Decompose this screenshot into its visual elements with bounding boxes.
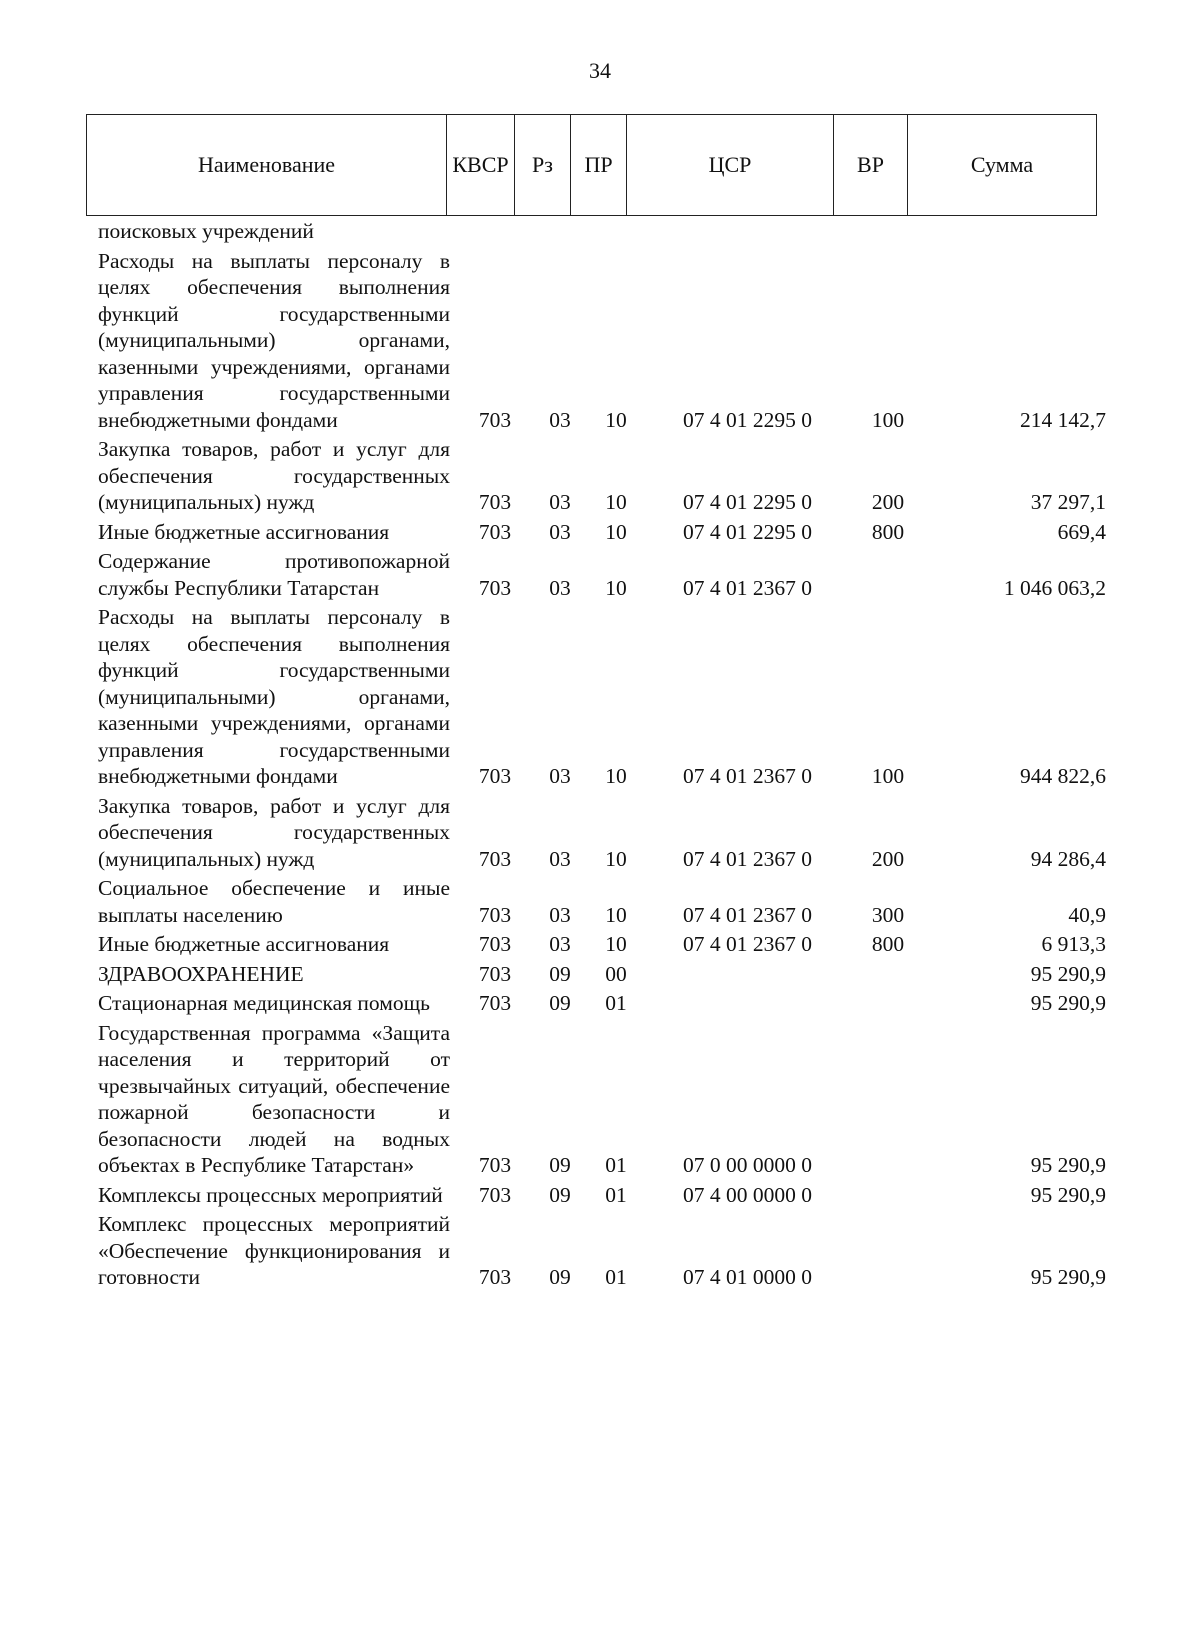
- table-row: [86, 1182, 1126, 1209]
- table-row: [86, 961, 1126, 988]
- row-vr: 200: [871, 490, 905, 514]
- row-csr: 07 4 01 0000 0: [683, 1265, 812, 1289]
- row-csr: 07 4 01 2367 0: [683, 575, 812, 600]
- table-row: [86, 793, 1126, 873]
- row-kvsr: 703: [478, 575, 512, 600]
- row-csr: 07 0 00 0000 0: [683, 1153, 812, 1177]
- row-name: Закупка товаров, работ и услуг для обеспечения государственных (муниципальных) нужд: [98, 437, 450, 514]
- row-kvsr: 703: [478, 991, 512, 1015]
- row-name: Социальное обеспечение и иные выплаты населению: [98, 876, 450, 927]
- row-pr: 01: [605, 1182, 627, 1207]
- row-sum: 6 913,3: [1041, 932, 1106, 956]
- row-pr: 10: [605, 846, 627, 871]
- row-rz: 03: [549, 764, 571, 788]
- row-name: ЗДРАВООХРАНЕНИЕ: [98, 961, 304, 986]
- row-csr: 07 4 01 2367 0: [683, 764, 812, 788]
- table-header: [86, 114, 1097, 216]
- table-row: [86, 436, 1126, 516]
- row-csr: 07 4 01 2367 0: [683, 846, 812, 871]
- header-csr: ЦСР: [627, 115, 834, 216]
- row-name: Комплекс процессных мероприятий «Обеспечение функционирования и готовности: [98, 1212, 450, 1289]
- row-rz: 03: [549, 490, 571, 514]
- row-pr: 01: [605, 991, 627, 1015]
- table-row: [86, 248, 1126, 434]
- row-kvsr: 703: [478, 490, 512, 514]
- row-name: Комплексы процессных мероприятий: [98, 1182, 443, 1207]
- row-name: Государственная программа «Защита населения и территорий от чрезвычайных ситуаций, обеспечение пожарной безопасности и безопасности людей на водных объектах в Республике Татарстан»: [98, 1020, 450, 1177]
- row-rz: 09: [549, 1265, 571, 1289]
- row-vr: 100: [871, 764, 905, 788]
- row-pr: 10: [605, 407, 627, 432]
- table-row: [86, 548, 1126, 601]
- row-csr: 07 4 01 2295 0: [683, 490, 812, 514]
- row-sum: 95 290,9: [1030, 991, 1106, 1015]
- row-sum: 669,4: [1057, 519, 1106, 544]
- row-name: Расходы на выплаты персоналу в целях обеспечения выполнения функций государственными (муниципальными) органами, казенными учреждениями, органами управления государственными внебюджетными фондами: [98, 248, 450, 432]
- row-vr: 200: [871, 846, 905, 871]
- row-vr: 300: [871, 902, 905, 927]
- table-row: [86, 604, 1126, 790]
- row-kvsr: 703: [478, 764, 512, 788]
- header-name: Наименование: [87, 115, 447, 216]
- row-rz: 03: [549, 575, 571, 600]
- table-row: [86, 990, 1126, 1017]
- row-pr: 10: [605, 902, 627, 927]
- row-kvsr: 703: [478, 961, 512, 986]
- row-vr: 800: [871, 519, 905, 544]
- page-number: 34: [589, 58, 611, 83]
- row-rz: 09: [549, 1182, 571, 1207]
- row-pr: 10: [605, 764, 627, 788]
- table-row: [86, 519, 1126, 546]
- table-row: [86, 1020, 1126, 1179]
- table-row: [86, 875, 1126, 928]
- header-kvsr: КВСР: [447, 115, 515, 216]
- header-pr: ПР: [571, 115, 627, 216]
- table-row: [86, 1211, 1126, 1291]
- row-rz: 03: [549, 519, 571, 544]
- row-sum: 94 286,4: [1030, 846, 1106, 871]
- row-rz: 09: [549, 961, 571, 986]
- row-csr: 07 4 01 2367 0: [683, 932, 812, 956]
- table-row: [86, 218, 1126, 245]
- row-name: Стационарная медицинская помощь: [98, 991, 430, 1015]
- row-kvsr: 703: [478, 1265, 512, 1289]
- header-sum: Сумма: [908, 115, 1097, 216]
- row-sum: 1 046 063,2: [1003, 575, 1106, 600]
- row-kvsr: 703: [478, 519, 512, 544]
- table-body: [86, 218, 1126, 1291]
- row-sum: 214 142,7: [1020, 407, 1106, 432]
- row-sum: 40,9: [1068, 902, 1106, 927]
- row-sum: 37 297,1: [1030, 490, 1106, 514]
- row-pr: 10: [605, 519, 627, 544]
- row-csr: 07 4 01 2295 0: [683, 407, 812, 432]
- row-rz: 03: [549, 902, 571, 927]
- row-rz: 03: [549, 846, 571, 871]
- row-name: Содержание противопожарной службы Республики Татарстан: [98, 549, 450, 600]
- row-pr: 01: [605, 1153, 627, 1177]
- row-rz: 03: [549, 932, 571, 956]
- row-csr: 07 4 01 2295 0: [683, 519, 812, 544]
- row-name: Закупка товаров, работ и услуг для обеспечения государственных (муниципальных) нужд: [98, 793, 450, 871]
- row-rz: 03: [549, 407, 571, 432]
- row-pr: 10: [605, 932, 627, 956]
- row-csr: 07 4 00 0000 0: [683, 1182, 812, 1207]
- row-sum: 95 290,9: [1030, 1182, 1106, 1207]
- row-kvsr: 703: [478, 932, 512, 956]
- header-rz: Рз: [515, 115, 571, 216]
- row-name: Расходы на выплаты персоналу в целях обеспечения выполнения функций государственными (муниципальными) органами, казенными учреждениями, органами управления государственными внебюджетными фондами: [98, 605, 450, 788]
- header-vr: ВР: [834, 115, 908, 216]
- row-kvsr: 703: [478, 846, 512, 871]
- row-sum: 95 290,9: [1030, 1153, 1106, 1177]
- row-vr: 100: [871, 407, 905, 432]
- row-vr: 800: [871, 932, 905, 956]
- row-csr: 07 4 01 2367 0: [683, 902, 812, 927]
- row-kvsr: 703: [478, 1182, 512, 1207]
- row-sum: 95 290,9: [1030, 1265, 1106, 1289]
- row-pr: 10: [605, 490, 627, 514]
- row-pr: 01: [605, 1265, 627, 1289]
- row-pr: 00: [605, 961, 627, 986]
- row-rz: 09: [549, 1153, 571, 1177]
- row-sum: 95 290,9: [1030, 961, 1106, 986]
- row-name: поисковых учреждений: [98, 219, 314, 243]
- row-pr: 10: [605, 575, 627, 600]
- row-kvsr: 703: [478, 407, 512, 432]
- row-kvsr: 703: [478, 1153, 512, 1177]
- table-row: [86, 931, 1126, 958]
- row-name: Иные бюджетные ассигнования: [98, 519, 390, 544]
- row-name: Иные бюджетные ассигнования: [98, 932, 390, 956]
- row-kvsr: 703: [478, 902, 512, 927]
- row-sum: 944 822,6: [1020, 764, 1106, 788]
- row-rz: 09: [549, 991, 571, 1015]
